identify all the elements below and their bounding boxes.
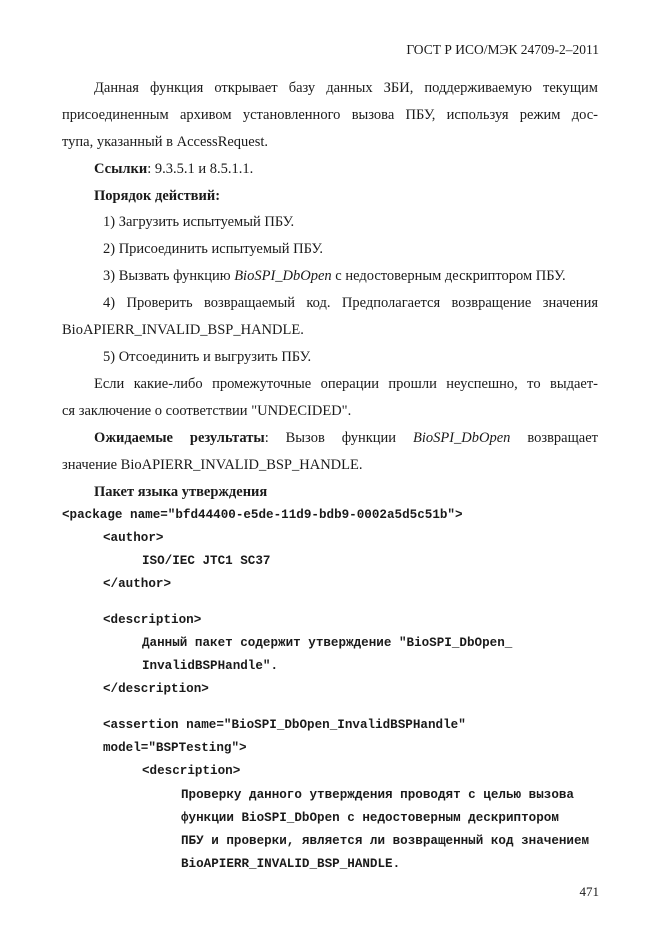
page-number: 471	[579, 884, 599, 899]
code-line-assertion-text-4: BioAPIERR_INVALID_BSP_HANDLE.	[181, 857, 401, 871]
code-line-author-open: <author>	[103, 531, 164, 545]
code-line-assertion-text-3: ПБУ и проверки, является ли возвращенный код значением	[181, 834, 590, 848]
expected-line-1	[94, 430, 598, 447]
expected-function: BioSPI_DbOpen	[412, 430, 511, 446]
failure-line-2: ся заключение о соответствии "UNDECIDED".	[62, 403, 352, 419]
intro-line-2: присоединенным архивом установленного вызова ПБУ, используя режим дос-	[62, 107, 598, 123]
expected-label: Ожидаемые результаты	[94, 430, 265, 446]
procedure-step-4-line-2: BioAPIERR_INVALID_BSP_HANDLE.	[62, 322, 304, 338]
code-line-description-text-2: InvalidBSPHandle".	[142, 659, 279, 673]
code-line-description-close: </description>	[103, 682, 209, 696]
code-line-author-value: ISO/IEC JTC1 SC37	[142, 554, 271, 568]
expected-prefix: : Вызов функции	[264, 430, 413, 446]
references-line	[94, 161, 253, 178]
step-3-suffix: с недостоверным дескриптором ПБУ.	[331, 268, 566, 284]
procedure-step-4-line-1: 4) Проверить возвращаемый код. Предполагается возвращение значения	[103, 295, 598, 311]
expected-suffix: возвращает	[510, 430, 598, 446]
procedure-step-2: 2) Присоединить испытуемый ПБУ.	[103, 241, 323, 257]
intro-line-1: Данная функция открывает базу данных ЗБИ, поддерживаемую текущим	[94, 80, 598, 96]
expected-line-2: значение BioAPIERR_INVALID_BSP_HANDLE.	[62, 457, 363, 473]
code-line-assertion-text-1: Проверку данного утверждения проводят с целью вызова	[181, 788, 574, 802]
code-line-package-open: <package name="bfd44400-e5de-11d9-bdb9-0002a5d5c51b">	[62, 508, 463, 522]
code-line-assertion-description-open: <description>	[142, 764, 241, 778]
procedure-title: Порядок действий:	[94, 188, 221, 204]
code-line-assertion-model: model="BSPTesting">	[103, 741, 247, 755]
step-3-function: BioSPI_DbOpen	[234, 268, 332, 284]
package-title: Пакет языка утверждения	[94, 484, 268, 500]
procedure-step-1: 1) Загрузить испытуемый ПБУ.	[103, 214, 295, 230]
references-label: Ссылки	[94, 161, 148, 177]
page-header: ГОСТ Р ИСО/МЭК 24709-2–2011	[406, 42, 599, 57]
procedure-step-3	[103, 268, 566, 285]
failure-line-1: Если какие-либо промежуточные операции прошли неуспешно, то выдает-	[94, 376, 598, 392]
references-text: : 9.3.5.1 и 8.5.1.1.	[147, 161, 254, 177]
code-line-description-open: <description>	[103, 613, 202, 627]
code-line-description-text-1: Данный пакет содержит утверждение "BioSPI_DbOpen_	[142, 636, 513, 650]
step-3-prefix: 3) Вызвать функцию	[103, 268, 235, 284]
procedure-step-5: 5) Отсоединить и выгрузить ПБУ.	[103, 349, 312, 365]
code-line-assertion-text-2: функции BioSPI_DbOpen с недостоверным дескриптором	[181, 811, 559, 825]
intro-line-3: тупа, указанный в AccessRequest.	[62, 134, 269, 150]
code-line-assertion-open: <assertion name="BioSPI_DbOpen_InvalidBSPHandle"	[103, 718, 466, 732]
code-line-author-close: </author>	[103, 577, 172, 591]
